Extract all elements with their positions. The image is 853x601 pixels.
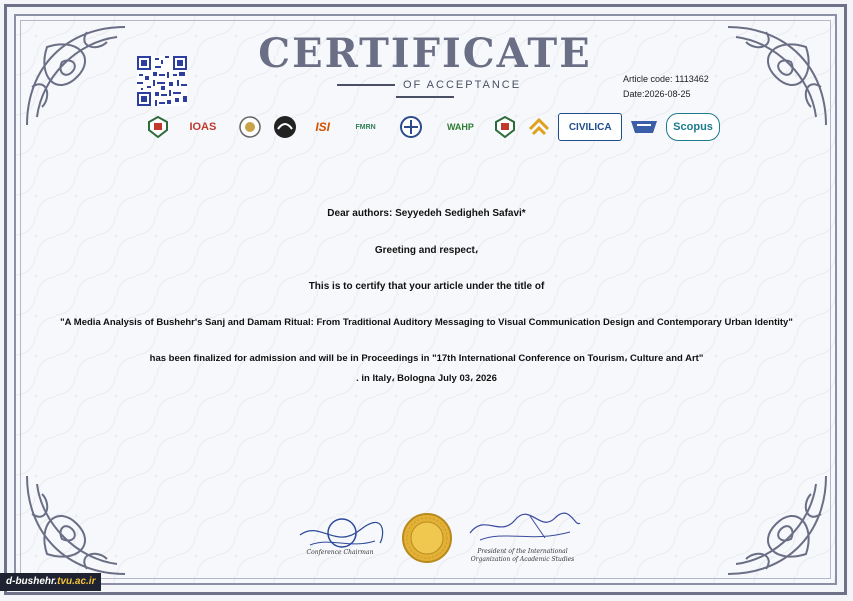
article-meta — [623, 72, 709, 102]
president-caption-2: Organization of Academic Studies — [470, 556, 575, 563]
greeting-line: Greeting and respect، — [374, 245, 479, 256]
gold-seal-icon — [402, 513, 452, 563]
location-line: . in Italy، Bologna July 03، 2026 — [356, 373, 497, 384]
logo-ioas: IOAS — [189, 121, 217, 133]
article-title: "A Media Analysis of Bushehr's Sanj and Damam Ritual: From Traditional Auditory Messaging to Visual Communication Design and Contemporary Urban Identity" — [60, 317, 793, 328]
logo-org-3 — [235, 114, 265, 140]
watermark-domain: tvu.ac.ir — [57, 576, 96, 587]
article-date: Date:2026-08-25 — [623, 89, 691, 99]
logo-org-10 — [526, 114, 552, 140]
logo-org-1 — [145, 114, 171, 140]
logo-wahp: WAHP — [446, 122, 474, 132]
logo-org-12 — [628, 114, 660, 140]
logo-org-4 — [271, 114, 299, 140]
logo-civilica: CIVILICA — [558, 113, 622, 141]
president-signature — [460, 508, 585, 566]
logo-scopus: Scopus — [666, 113, 720, 141]
indexing-logos-row — [145, 112, 720, 142]
president-caption-1: President of the International — [477, 548, 568, 555]
certify-line: This is to certify that your article under the title of — [308, 281, 545, 292]
chairman-caption: Conference Chairman — [306, 549, 374, 556]
watermark-prefix: d-bushehr. — [6, 576, 58, 587]
corner-ornament-icon — [17, 466, 135, 584]
corner-ornament-icon — [718, 466, 836, 584]
site-watermark — [0, 573, 101, 591]
logo-fmrn: FMRN — [355, 123, 376, 131]
logo-org-9 — [490, 114, 520, 140]
qr-code-icon[interactable] — [137, 56, 187, 106]
corner-ornament-icon — [718, 17, 836, 135]
logo-isi: ISI — [315, 120, 331, 134]
corner-ornament-icon — [17, 17, 135, 135]
authors-line: Dear authors: Seyyedeh Sedigheh Safavi* — [327, 208, 526, 219]
certificate-subtitle — [300, 79, 550, 103]
finalized-line: has been finalized for admission and will be in Proceedings in "17th International Conference on Tourism، Culture and Art" — [149, 353, 704, 364]
logo-org-7 — [391, 114, 431, 140]
chairman-signature — [290, 515, 390, 565]
divider — [337, 84, 395, 86]
certificate-title: CERTIFICATE — [258, 30, 592, 77]
article-code: Article code: 1113462 — [623, 74, 709, 84]
subtitle-text: OF ACCEPTANCE — [402, 79, 522, 91]
divider — [396, 96, 454, 98]
